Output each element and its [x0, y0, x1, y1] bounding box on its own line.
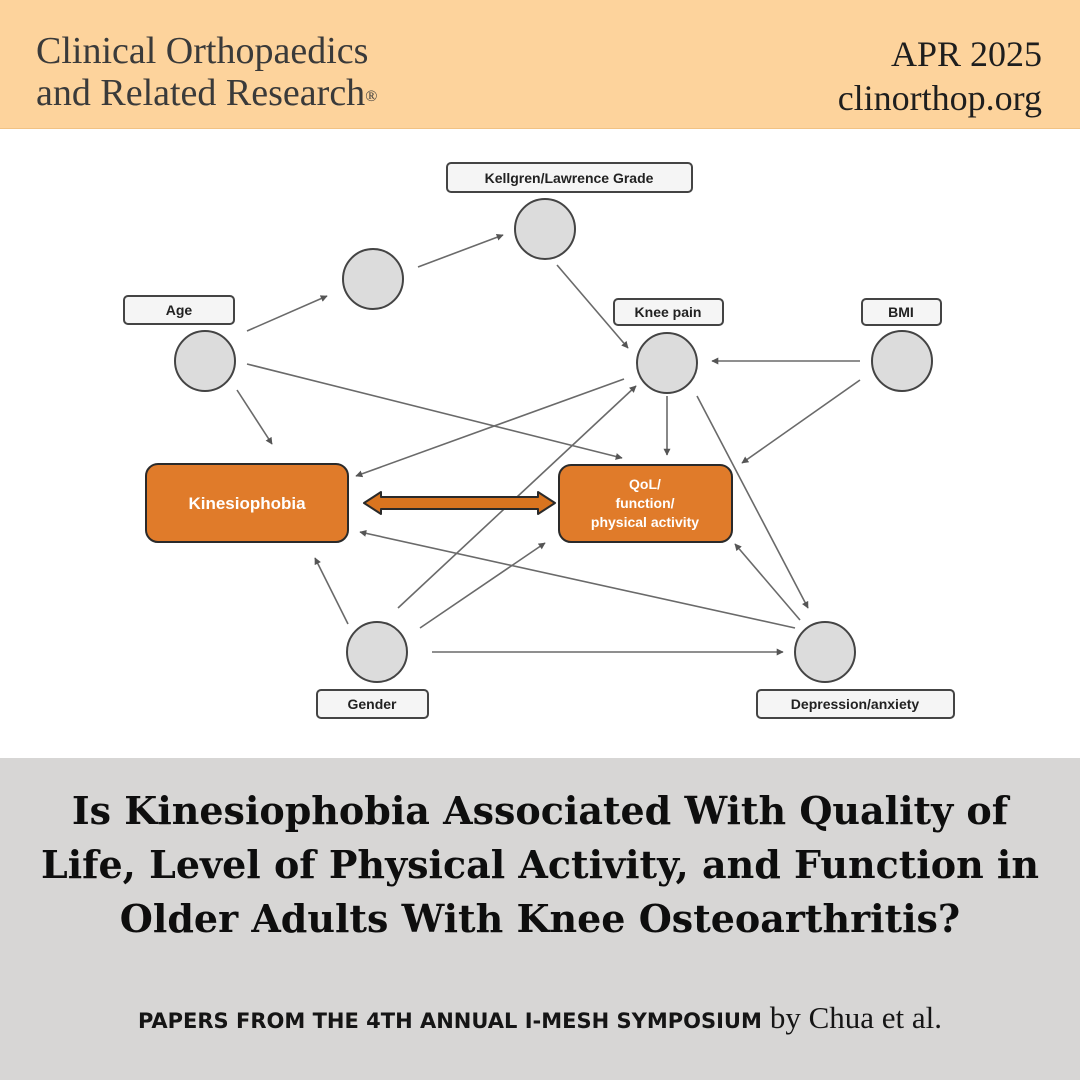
byline: [0, 1000, 1080, 1036]
bidirectional-arrow: [364, 492, 555, 514]
journal-website: clinorthop.org: [837, 78, 1042, 118]
kinesiophobia-label: Kinesiophobia: [188, 494, 306, 513]
issue-date: APR 2025: [890, 34, 1042, 74]
article-title: Is Kinesiophobia Associated With Quality of Life, Level of Physical Activity, and Function in Older Adults With Knee Osteoarthritis?: [40, 788, 1039, 941]
causal-diagram: [0, 128, 1080, 758]
node-knee-pain: [637, 333, 697, 393]
journal-name-line2: and Related Research: [36, 72, 366, 114]
qol-box: [559, 465, 732, 542]
edge-age-to-latent: [247, 296, 327, 331]
label-age: [124, 296, 234, 324]
svg-text:Gender: Gender: [347, 696, 397, 712]
series-label: PAPERS FROM THE 4TH ANNUAL I-MESH SYMPOSIUM: [137, 1009, 762, 1033]
journal-name: [36, 30, 377, 114]
qol-label-line3: physical activity: [590, 514, 700, 530]
edge-latent-to-kl: [418, 235, 503, 267]
edge-age-to-qol: [247, 364, 622, 458]
svg-text:BMI: BMI: [888, 304, 914, 320]
edge-depression-to-qol: [735, 544, 800, 620]
journal-name-line1: Clinical Orthopaedics: [36, 30, 369, 72]
edge-gender-to-qol: [420, 543, 545, 628]
svg-text:Age: Age: [165, 302, 193, 318]
node-age: [175, 331, 235, 391]
registered-mark: ®: [365, 88, 378, 105]
qol-label-line2: function/: [615, 495, 675, 511]
node-latent: [343, 249, 403, 309]
journal-header: [0, 0, 1080, 129]
edge-bmi-to-qol: [742, 380, 860, 463]
label-knee-pain: [614, 299, 723, 325]
edge-depression-to-kinesiophobia: [360, 532, 795, 628]
label-depression: [757, 690, 954, 718]
kinesiophobia-box: [146, 464, 348, 542]
diagram-svg: [0, 128, 1080, 758]
node-kellgren: [515, 199, 575, 259]
authors: by Chua et al.: [769, 1000, 943, 1035]
svg-text:Depression/anxiety: Depression/anxiety: [790, 696, 920, 712]
label-bmi: [862, 299, 941, 325]
node-bmi: [872, 331, 932, 391]
label-kellgren: [447, 163, 692, 192]
edge-age-to-kinesiophobia: [237, 390, 272, 444]
edge-kneepain-to-kinesiophobia: [356, 379, 624, 476]
svg-text:Knee pain: Knee pain: [634, 304, 702, 320]
node-gender: [347, 622, 407, 682]
article-footer: [0, 758, 1080, 1080]
node-depression: [795, 622, 855, 682]
svg-text:Kellgren/Lawrence Grade: Kellgren/Lawrence Grade: [484, 170, 654, 186]
label-gender: [317, 690, 428, 718]
issue-meta: [838, 32, 1042, 120]
qol-label-line1: QoL/: [629, 476, 661, 492]
edges: [237, 235, 860, 652]
edge-gender-to-kinesiophobia: [315, 558, 348, 624]
